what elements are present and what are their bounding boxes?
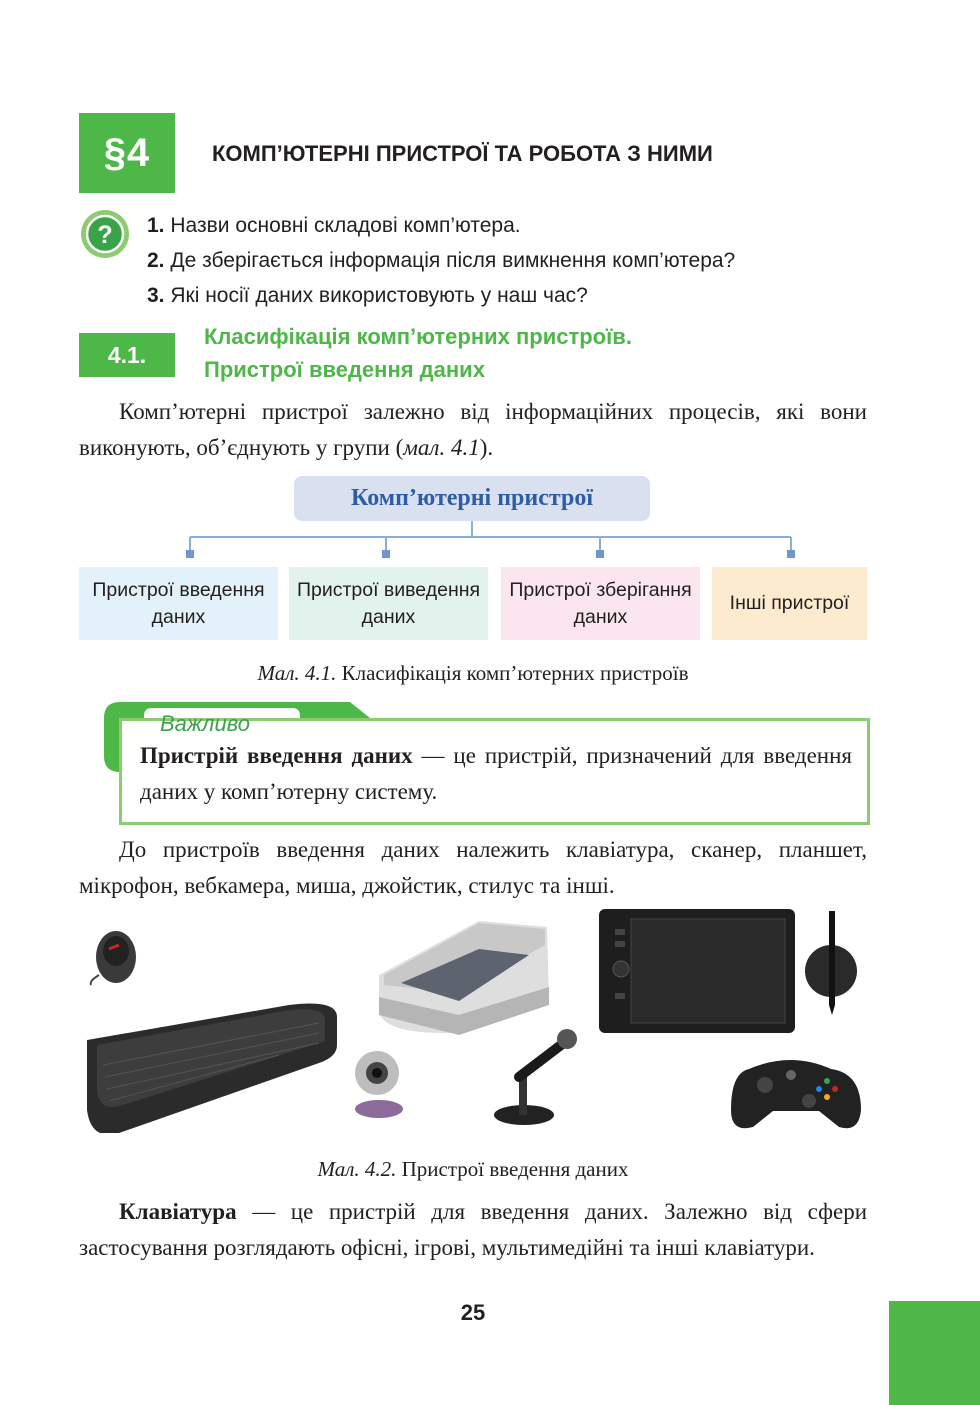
svg-text:?: ? bbox=[97, 221, 113, 249]
subsection-number-badge: 4.1. bbox=[79, 333, 175, 377]
diagram-root-node: Комп’ютерні пристрої bbox=[294, 476, 650, 521]
category-storage-devices: Пристрої зберігання даних bbox=[501, 567, 700, 640]
diagram-connectors bbox=[0, 0, 980, 600]
page-corner-tab bbox=[889, 1301, 980, 1405]
question-1: 1. Назви основні складові комп’ютера. bbox=[147, 214, 521, 237]
section-title: КОМП’ЮТЕРНІ ПРИСТРОЇ ТА РОБОТА З НИМИ bbox=[212, 141, 713, 166]
intro-paragraph: Комп’ютерні пристрої залежно від інформаційних процесів, які вони виконують, об’єднують у групи (мал. 4.1). bbox=[79, 399, 867, 460]
section-number-badge: §4 bbox=[79, 113, 175, 193]
devices-figure bbox=[79, 905, 869, 1133]
figure-2-caption: Мал. 4.2. Пристрої введення даних bbox=[317, 1157, 629, 1181]
subsection-title-line2: Пристрої введення даних bbox=[204, 357, 485, 382]
page-number: 25 bbox=[460, 1300, 486, 1325]
question-3: 3. Які носії даних використовують у наш час? bbox=[147, 284, 588, 307]
webcam-image bbox=[355, 1051, 403, 1118]
category-output-devices: Пристрої виведення даних bbox=[289, 567, 488, 640]
stylus-image bbox=[805, 911, 857, 1015]
important-definition: Пристрій введення даних — це пристрій, призначений для введення даних у комп’ютерну систему. bbox=[140, 743, 852, 804]
keyboard-paragraph: Клавіатура — це пристрій для введення даних. Залежно від сфери застосування розглядають офісні, ігрові, мультимедійні та інші клавіатури. bbox=[79, 1199, 868, 1260]
category-input-devices: Пристрої введення даних bbox=[79, 567, 278, 640]
subsection-title-line1: Класифікація комп’ютерних пристроїв. bbox=[204, 324, 632, 349]
category-other-devices: Інші пристрої bbox=[712, 567, 867, 640]
figure-1-caption: Мал. 4.1. Класифікація комп’ютерних пристроїв bbox=[257, 661, 689, 685]
microphone-image bbox=[494, 1029, 577, 1125]
question-2: 2. Де зберігається інформація після вимкнення комп’ютера? bbox=[147, 249, 736, 272]
gamepad-image bbox=[731, 1060, 861, 1128]
scanner-image bbox=[379, 921, 549, 1035]
devices-paragraph: До пристроїв введення даних належить клавіатура, сканер, планшет, мікрофон, вебкамера, миша, джойстик, стилус та інші. bbox=[79, 837, 867, 898]
keyboard-image bbox=[87, 1004, 337, 1134]
important-tab-label: Важливо bbox=[160, 711, 250, 736]
graphics-tablet-image bbox=[599, 909, 795, 1033]
mouse-image bbox=[91, 931, 136, 985]
